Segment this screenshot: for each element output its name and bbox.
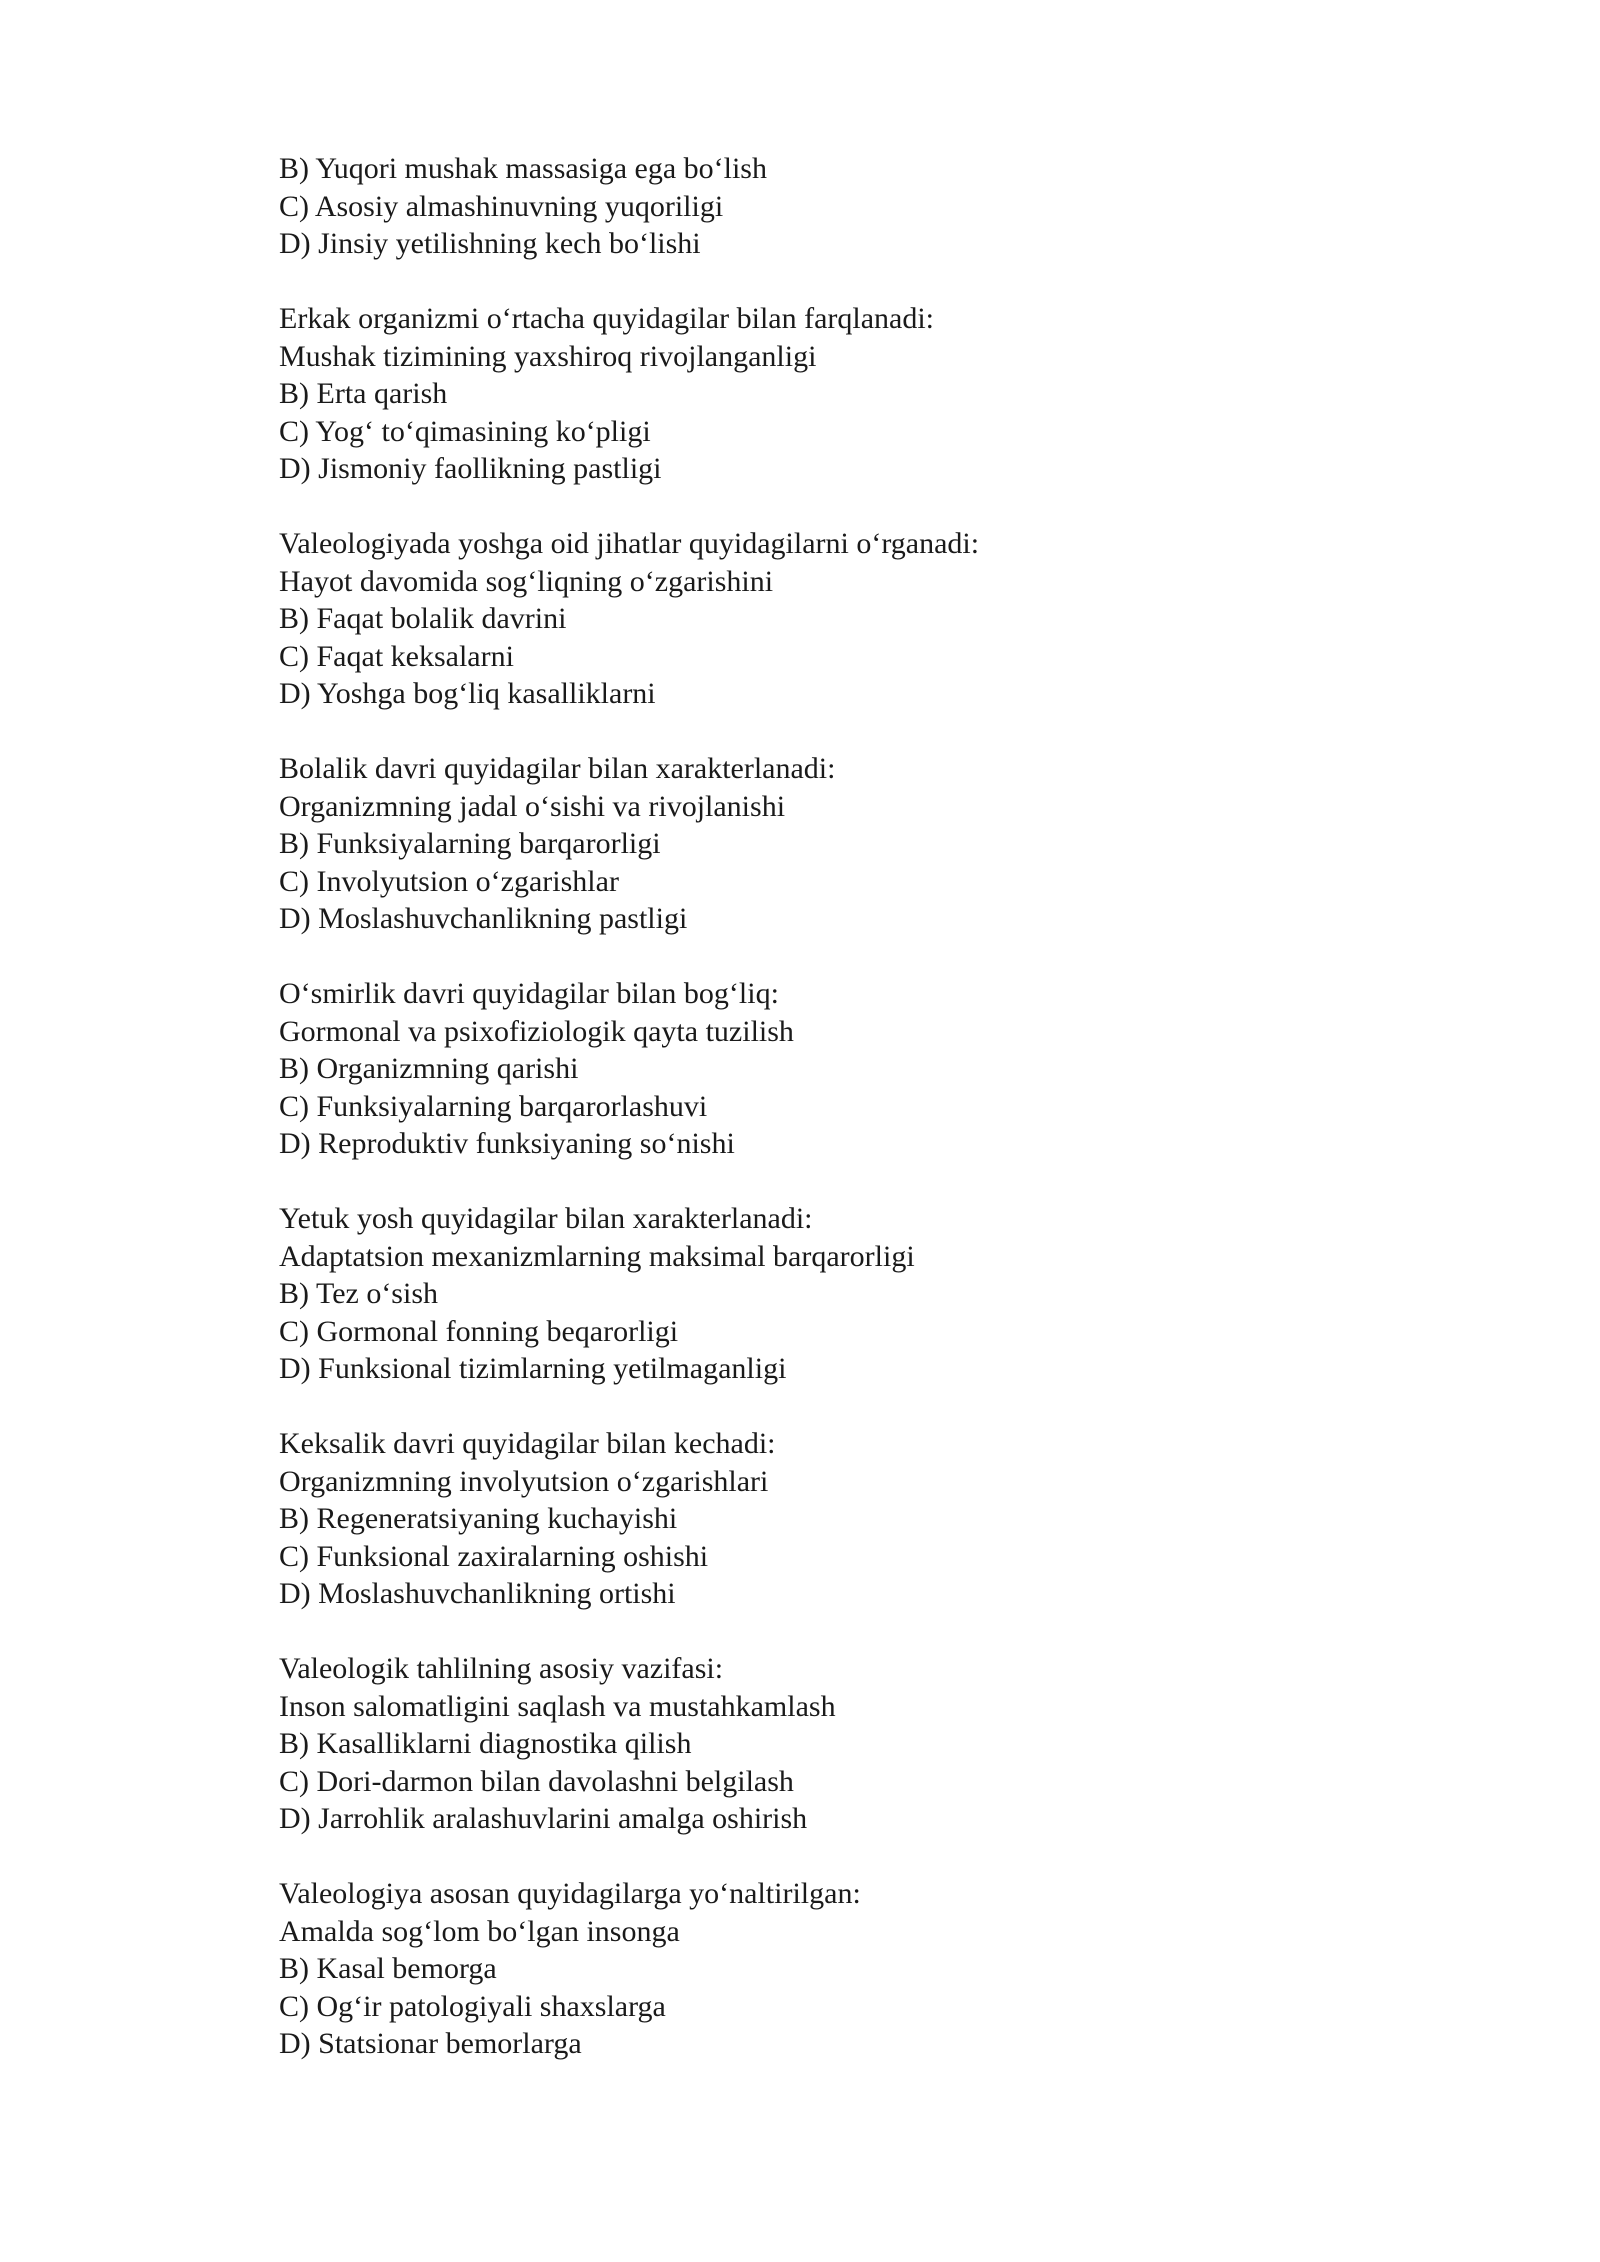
option-d: D) Jinsiy yetilishning kech bo‘lishi — [279, 227, 701, 260]
option-d: D) Funksional tizimlarning yetilmaganligi — [279, 1352, 787, 1385]
option-d: D) Yoshga bog‘liq kasalliklarni — [279, 677, 656, 710]
question-text: O‘smirlik davri quyidagilar bilan bog‘liq: — [279, 977, 779, 1010]
option-d: D) Reproduktiv funksiyaning so‘nishi — [279, 1127, 735, 1160]
option-b: B) Faqat bolalik davrini — [279, 602, 567, 635]
option-c: C) Funksional zaxiralarning oshishi — [279, 1539, 709, 1573]
option-c: C) Yog‘ to‘qimasining ko‘pligi — [279, 414, 651, 448]
option-d: D) Moslashuvchanlikning ortishi — [279, 1577, 676, 1610]
option-c: C) Gormonal fonning beqarorligi — [279, 1314, 679, 1348]
answer-text: Inson salomatligini saqlash va mustahkamlash — [279, 1689, 836, 1723]
option-c: C) Funksiyalarning barqarorlashuvi — [279, 1089, 708, 1123]
option-d: D) Moslashuvchanlikning pastligi — [279, 902, 688, 935]
option-c: C) Faqat keksalarni — [279, 639, 514, 673]
answer-text: Organizmning jadal o‘sishi va rivojlanishi — [279, 789, 786, 823]
option-b: B) Yuqori mushak massasiga ega bo‘lish — [279, 152, 767, 185]
answer-text: Adaptatsion mexanizmlarning maksimal barqarorligi — [279, 1239, 915, 1273]
answer-text: Amalda sog‘lom bo‘lgan insonga — [279, 1914, 680, 1948]
answer-text: Organizmning involyutsion o‘zgarishlari — [279, 1464, 769, 1498]
option-d: D) Jarrohlik aralashuvlarini amalga oshirish — [279, 1802, 808, 1835]
question-text: Valeologiyada yoshga oid jihatlar quyidagilarni o‘rganadi: — [279, 527, 980, 560]
option-d: D) Statsionar bemorlarga — [279, 2027, 582, 2060]
option-b: B) Kasal bemorga — [279, 1952, 497, 1985]
option-b: B) Funksiyalarning barqarorligi — [279, 827, 661, 860]
question-block — [279, 525, 1379, 713]
intro-options-block — [279, 150, 1379, 263]
question-block — [279, 1200, 1379, 1388]
option-b: B) Organizmning qarishi — [279, 1052, 579, 1085]
question-text: Yetuk yosh quyidagilar bilan xarakterlanadi: — [279, 1202, 813, 1235]
answer-text: Hayot davomida sog‘liqning o‘zgarishini — [279, 564, 774, 598]
answer-text: Mushak tizimining yaxshiroq rivojlanganligi — [279, 339, 817, 373]
option-b: B) Tez o‘sish — [279, 1277, 438, 1310]
option-b: B) Erta qarish — [279, 377, 448, 410]
question-text: Bolalik davri quyidagilar bilan xarakterlanadi: — [279, 752, 836, 785]
option-d: D) Jismoniy faollikning pastligi — [279, 452, 662, 485]
option-c: C) Og‘ir patologiyali shaxslarga — [279, 1989, 666, 2023]
document-page — [279, 150, 1379, 2063]
option-c: C) Dori-darmon bilan davolashni belgilash — [279, 1764, 794, 1798]
question-text: Erkak organizmi o‘rtacha quyidagilar bilan farqlanadi: — [279, 302, 935, 335]
question-block — [279, 1875, 1379, 2063]
option-b: B) Kasalliklarni diagnostika qilish — [279, 1727, 692, 1760]
option-c: C) Asosiy almashinuvning yuqoriligi — [279, 189, 724, 223]
question-block — [279, 975, 1379, 1163]
option-b: B) Regeneratsiyaning kuchayishi — [279, 1502, 678, 1535]
question-text: Keksalik davri quyidagilar bilan kechadi: — [279, 1427, 776, 1460]
question-text: Valeologiya asosan quyidagilarga yo‘naltirilgan: — [279, 1877, 861, 1910]
question-block — [279, 1425, 1379, 1613]
question-block — [279, 750, 1379, 938]
option-c: C) Involyutsion o‘zgarishlar — [279, 864, 619, 898]
question-block — [279, 300, 1379, 488]
question-text: Valeologik tahlilning asosiy vazifasi: — [279, 1652, 724, 1685]
question-block — [279, 1650, 1379, 1838]
answer-text: Gormonal va psixofiziologik qayta tuzilish — [279, 1014, 794, 1048]
